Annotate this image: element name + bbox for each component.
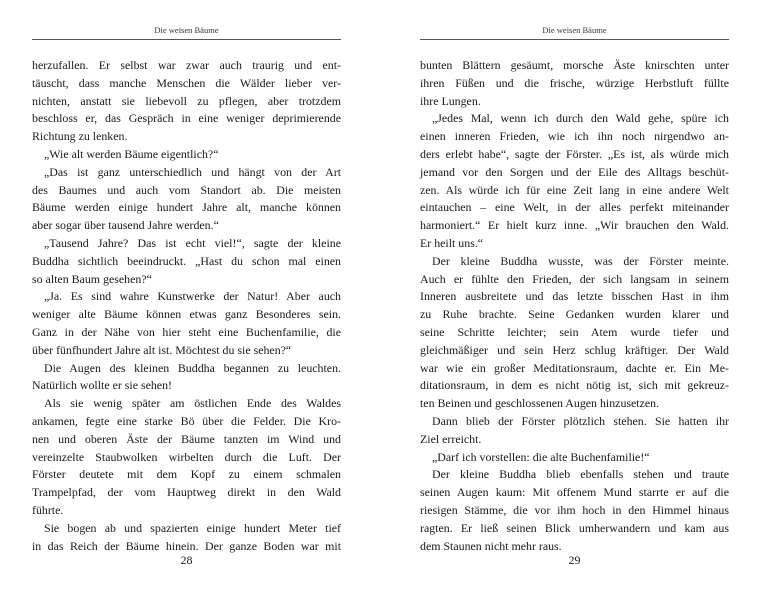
body-text bbox=[32, 57, 341, 555]
text-line: Ziel erreicht. bbox=[420, 431, 482, 446]
text-line: „Tausend Jahre? Das ist echt viel!“, sagte der kleine bbox=[44, 235, 341, 250]
body-text bbox=[420, 57, 729, 555]
page-number: 28 bbox=[180, 553, 193, 567]
text-line: in das Reich der Bäume hinein. Der ganze Boden war mit bbox=[32, 538, 341, 553]
text-line: einen inneren Frieden, wie ich ihn noch nirgendwo an- bbox=[420, 129, 729, 144]
text-line: Ganz in der Nähe von hier steht eine Buchenfamilie, die bbox=[32, 324, 341, 339]
text-line: harmoniert.“ Er hielt kurz inne. „Wir brauchen den Wald. bbox=[420, 218, 729, 233]
page-number: 29 bbox=[568, 553, 581, 567]
running-head: Die weisen Bäume bbox=[542, 25, 607, 35]
text-line: Förster deutete mit dem Kopf zu einem schmalen bbox=[32, 467, 341, 482]
text-line: Die Augen des kleinen Buddha begannen zu leuchten. bbox=[44, 360, 341, 375]
text-line: war wie ein großer Meditationsraum, dachte er. Ein Me- bbox=[420, 360, 729, 375]
text-line: des Baumes und auch vom Standort ab. Die meisten bbox=[32, 182, 341, 197]
text-line: aber sogar über tausend Jahre werden.“ bbox=[32, 218, 219, 233]
text-line: seine Schritte leichter; sein Atem wurde tiefer und bbox=[420, 324, 729, 339]
text-line: ragten. Er ließ seinen Blick umherwandern und kam aus bbox=[420, 520, 729, 535]
text-line: führte. bbox=[32, 502, 64, 517]
text-line: zen. Als würde ich für eine Zeit lang in eine andere Welt bbox=[420, 182, 729, 197]
text-line: Der kleine Buddha wusste, was der Förster meinte. bbox=[432, 253, 729, 268]
text-line: riesigen Stämme, die vor ihm hoch in den Himmel hinaus bbox=[420, 502, 729, 517]
text-line: nen und oberen Äste der Bäume tanzten im Wind und bbox=[32, 431, 341, 446]
text-line: Inneren ausbreitete und das letzte bisschen Hast in ihm bbox=[420, 289, 729, 304]
text-line: Der kleine Buddha blieb ebenfalls stehen und traute bbox=[432, 467, 729, 482]
header-rule bbox=[32, 39, 341, 40]
text-line: täuscht, dass manche Menschen die Wälder lieber ver- bbox=[32, 75, 341, 90]
text-line: ihre Lungen. bbox=[420, 93, 481, 108]
text-line: nichten, anstatt sie liebevoll zu pflegen, aber trotzdem bbox=[32, 93, 341, 108]
text-line: Er heilt uns.“ bbox=[420, 235, 484, 250]
text-line: „Darf ich vorstellen: die alte Buchenfamilie!“ bbox=[432, 449, 650, 464]
text-line: dem Staunen nicht mehr raus. bbox=[420, 538, 562, 553]
text-line: beschloss er, das Gespräch in eine weniger deprimierende bbox=[32, 111, 341, 126]
text-line: seinen Augen kaum: Mit offenem Mund starrte er auf die bbox=[420, 485, 729, 500]
text-line: so alten Baum gesehen?“ bbox=[32, 271, 152, 286]
text-line: jemand vor den Sorgen und der Eile des Alltags beschüt- bbox=[420, 164, 729, 179]
text-line: über fünfhundert Jahre alt ist. Möchtest du sie sehen?“ bbox=[32, 342, 292, 357]
text-line: vereinzelte Staubwolken wirbelten durch die Luft. Der bbox=[32, 449, 341, 464]
text-line: Sie bogen ab und spazierten einige hundert Meter tief bbox=[44, 520, 341, 535]
text-line: Dann blieb der Förster plötzlich stehen. Sie hatten ihr bbox=[432, 413, 729, 428]
text-line: Auch er fühlte den Frieden, der sich langsam in seinem bbox=[420, 271, 729, 286]
text-line: „Ja. Es sind wahre Kunstwerke der Natur! Aber auch bbox=[44, 289, 341, 304]
text-line: Bäume werden einige hundert Jahre alt, manche können bbox=[32, 200, 341, 215]
running-head: Die weisen Bäume bbox=[154, 25, 219, 35]
text-line: Als sie wenig später am östlichen Ende des Waldes bbox=[44, 396, 341, 411]
text-line: gleichmäßiger und sein Herz schlug kräftiger. Der Wald bbox=[420, 342, 729, 357]
text-line: Buddha sichtlich beeindruckt. „Hast du schon mal einen bbox=[32, 253, 341, 268]
text-line: bunten Blättern gesäumt, morsche Äste knirschten unter bbox=[420, 58, 729, 72]
text-line: zu Ruhe brachte. Seine Gedanken wurden klarer und bbox=[420, 307, 729, 322]
text-line: Natürlich wollte er sie sehen! bbox=[32, 378, 172, 393]
text-line: weniger alte Bäume können etwas ganz Besonderes sein. bbox=[32, 307, 341, 322]
text-line: ten Beinen und geschlossenen Augen hinzusetzen. bbox=[420, 396, 660, 411]
text-line: herzufallen. Er selbst war zwar auch traurig und ent- bbox=[32, 58, 341, 72]
text-line: ihren Füßen und die frische, würzige Herbstluft füllte bbox=[420, 75, 729, 90]
text-line: „Wie alt werden Bäume eigentlich?“ bbox=[44, 146, 219, 161]
text-line: „Das ist ganz unterschiedlich und hängt von der Art bbox=[44, 164, 341, 179]
text-line: ders erlebt habe“, sagte der Förster. „Es ist, als würde mich bbox=[420, 146, 729, 161]
text-line: Richtung zu lenken. bbox=[32, 129, 128, 144]
header-rule bbox=[420, 39, 729, 40]
right-page bbox=[420, 0, 729, 600]
text-line: ankamen, fegte eine starke Bö über die Felder. Die Kro- bbox=[32, 413, 341, 428]
left-page bbox=[32, 0, 341, 600]
text-line: ditationsraum, in dem es nicht nötig ist, sich mit gekreuz- bbox=[420, 378, 729, 393]
text-line: eintauchen – eine Welt, in der alles perfekt miteinander bbox=[420, 200, 729, 215]
text-line: „Jedes Mal, wenn ich durch den Wald gehe, spüre ich bbox=[432, 111, 729, 126]
text-line: Trampelpfad, der vom Hauptweg direkt in den Wald bbox=[32, 485, 341, 500]
